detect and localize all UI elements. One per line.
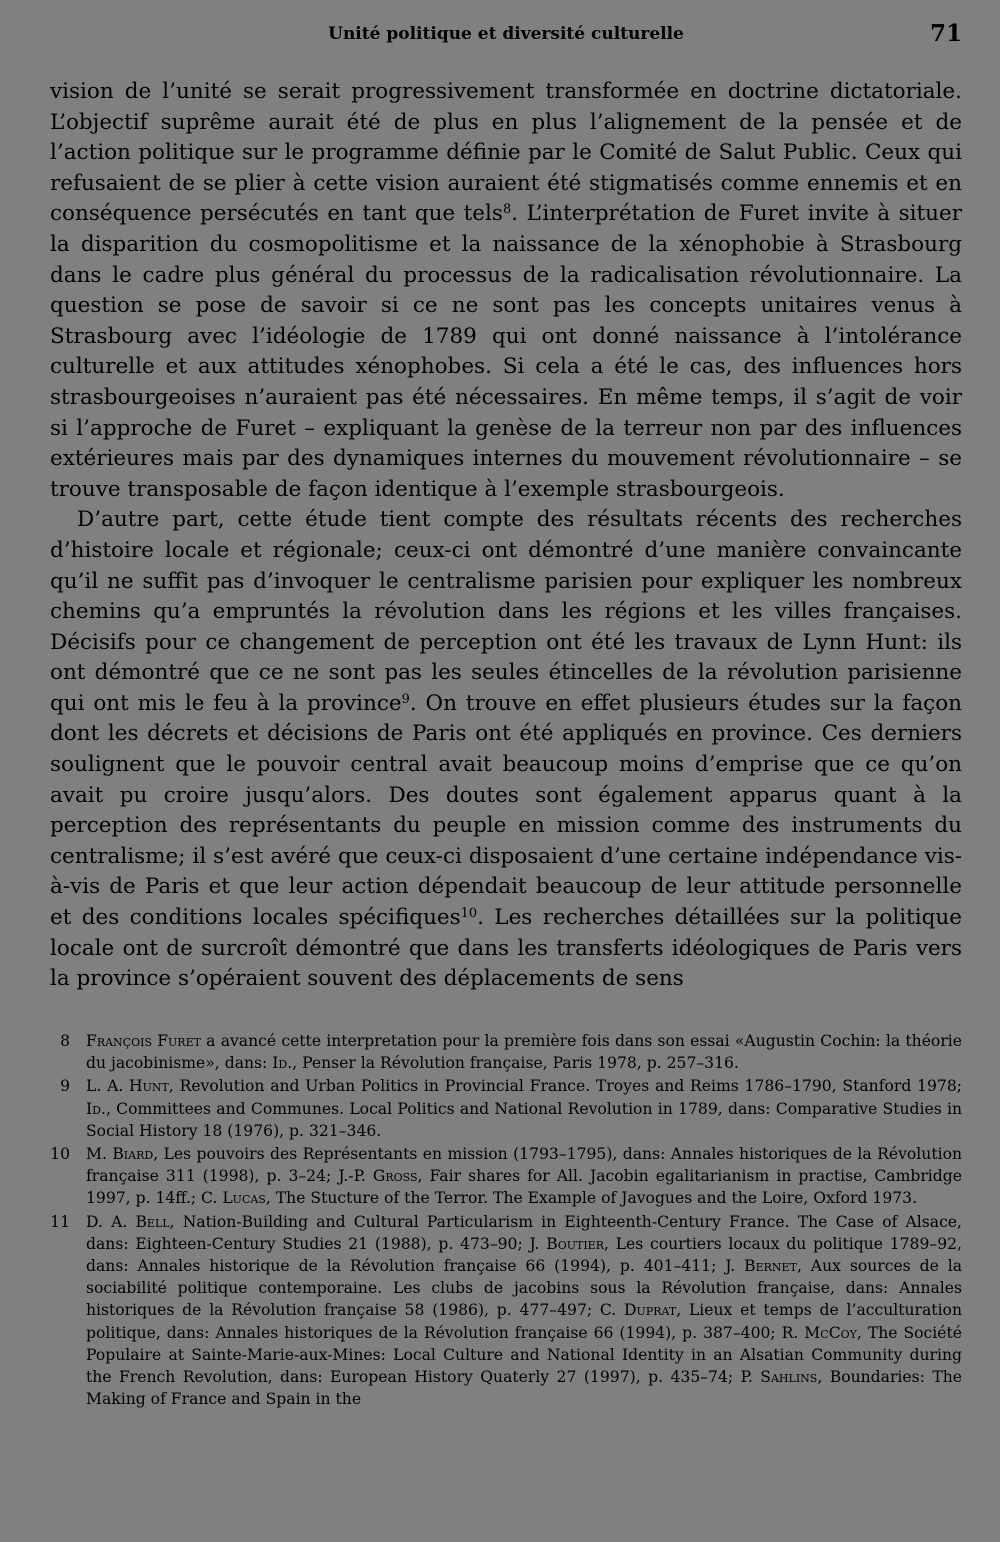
author-name: François Furet xyxy=(86,1032,201,1050)
footnote-ref-10[interactable]: 10 xyxy=(460,905,478,921)
book-page xyxy=(50,0,962,1542)
author-name: D. A. Bell xyxy=(86,1212,170,1231)
paragraph-2-text-b: . On trouve en effet plusieurs études sur la façon dont les décrets et décisions de Paris ont été appliqués en province. Ces derniers soulignent que le pouvoir central avait beaucoup moins d’emprise que ce qu’on avait pu croire jusqu’alors. Des doutes sont également apparus quant à la perception des représentants du peuple en mission comme des instruments du centralisme; il s’est avéré que ceux-ci disposaient d’une certaine indépendance vis-à-vis de Paris et que leur action dépendait beaucoup de leur attitude personnelle et des conditions locales spécifiques xyxy=(50,690,962,931)
footnote-text: a avancé cette interpretation pour la première fois dans son essai «Augustin Cochin: la théorie du jacobinisme», dans: xyxy=(86,1032,962,1073)
footnote-number: 11 xyxy=(50,1212,70,1231)
author-name: P. Sahlins xyxy=(740,1368,818,1387)
author-name: J.-P. Gross xyxy=(338,1167,418,1186)
footnote-text: , The Société Populaire at Sainte-Marie-aux-Mines: Local Culture and National Identity in an Alsatian Community during the French Revolution, dans: European History Quaterly 27 (1997), p. 435–74; xyxy=(86,1323,962,1387)
footnote-ref-8[interactable]: 8 xyxy=(502,202,512,218)
footnote-text: , Les courtiers locaux du politique 1789–92, dans: Annales historique de la Révolution française 66 (1994), p. 401–411; xyxy=(86,1234,962,1276)
footnote-number: 10 xyxy=(50,1145,70,1164)
author-name: Id. xyxy=(86,1099,106,1118)
footnote-number: 8 xyxy=(60,1032,70,1050)
author-name: L. A. Hunt xyxy=(86,1077,169,1096)
footnote-text: , Lieux et temps de l’acculturation politique, dans: Annales historiques de la Révolution française 66 (1994), p. 387–400; xyxy=(86,1301,962,1342)
footnote-text: , Boundaries: The Making of France and Spain in the xyxy=(86,1368,962,1409)
footnote-ref-9[interactable]: 9 xyxy=(401,691,410,707)
footnote-8 xyxy=(50,1030,962,1074)
author-name: J. Boutier xyxy=(529,1234,604,1253)
page-number: 71 xyxy=(929,20,962,47)
paragraph-2-text-c: . Les recherches détaillées sur la politique locale ont de surcroît démontré que dans les transferts idéologiques de Paris vers la province s’opéraient souvent des déplacements de sens xyxy=(50,905,962,992)
footnote-number: 9 xyxy=(60,1077,70,1096)
author-name: R. McCoy xyxy=(781,1323,857,1342)
paragraph-1 xyxy=(50,77,962,505)
footnote-text: , Fair shares for All. Jacobin egalitarianism in practise, Cambridge 1997, p. 14ff.; xyxy=(86,1167,962,1208)
author-name: M. Biard xyxy=(86,1145,154,1164)
footnote-text: , Revolution and Urban Politics in Provincial France. Troyes and Reims 1786–1790, Stanford 1978; xyxy=(168,1077,962,1096)
footnote-text: , Committees and Communes. Local Politics and National Revolution in 1789, dans: Comparative Studies in Social History 18 (1976), p. 321–346. xyxy=(86,1099,962,1140)
body-text xyxy=(50,77,962,995)
footnote-11 xyxy=(50,1211,962,1411)
running-title: Unité politique et diversité culturelle xyxy=(328,24,684,44)
footnote-text: , Les pouvoirs des Représentants en mission (1793–1795), dans: Annales historiques de la Révolution française 311 (1998), p. 3–24; xyxy=(86,1145,962,1186)
author-name: Id. xyxy=(272,1054,293,1073)
author-name: C. Duprat xyxy=(599,1301,677,1320)
running-head xyxy=(50,20,962,52)
footnote-text: , Penser la Révolution française, Paris 1978, p. 257–316. xyxy=(292,1054,739,1073)
paragraph-2 xyxy=(50,505,962,995)
paragraph-2-text-a: D’autre part, cette étude tient compte des résultats récents des recherches d’histoire locale et régionale; ceux-ci ont démontré d’une manière convaincante qu’il ne suffit pas d’invoquer le centralisme parisien pour expliquer les nombreux chemins qu’a empruntés la révolution dans les régions et les villes françaises. Décisifs pour ce changement de perception ont été les travaux de Lynn Hunt: ils ont démontré que ce ne sont pas les seules étincelles de la révolution parisienne qui ont mis le feu à la province xyxy=(50,507,962,716)
footnote-text: , Aux sources de la sociabilité politique contemporaine. Les clubs de jacobins sous la Révolution française, dans: Annales historiques de la Révolution française 58 (1986), p. 477–497; xyxy=(86,1257,962,1320)
author-name: J. Bernet xyxy=(725,1257,797,1276)
footnote-text: , Nation-Building and Cultural Particularism in Eighteenth-Century France. The Case of Alsace, dans: Eighteen-Century Studies 21 (1988), p. 473–90; xyxy=(86,1212,962,1253)
footnote-10 xyxy=(50,1143,962,1210)
paragraph-1-text-b: . L’interprétation de Furet invite à situer la disparition du cosmopolitisme et la naissance de la xénophobie à Strasbourg dans le cadre plus général du processus de la radicalisation révolutionnaire. La question se pose de savoir si ce ne sont pas les concepts unitaires venus à Strasbourg avec l’idéologie de 1789 qui ont donné naissance à l’intolérance culturelle et aux attitudes xénophobes. Si cela a été le cas, des influences hors strasbourgeoises n’auraient pas été nécessaires. En même temps, il s’agit de voir si l’approche de Furet – expliquant la genèse de la terreur non par des influences extérieures mais par des dynamiques internes du mouvement révolutionnaire – se trouve transposable de façon identique à l’exemple strasbourgeois. xyxy=(50,201,962,502)
author-name: C. Lucas xyxy=(201,1189,266,1208)
footnote-9 xyxy=(50,1075,962,1142)
footnote-text: , The Stucture of the Terror. The Example of Javogues and the Loire, Oxford 1973. xyxy=(265,1189,918,1208)
paragraph-1-text-a: vision de l’unité se serait progressivement transformée en doctrine dictatoriale. L’objectif suprême aurait été de plus en plus l’alignement de la pensée et de l’action politique sur le programme définie par le Comité de Salut Public. Ceux qui refusaient de se plier à cette vision auraient été stigmatisés comme ennemis et en conséquence persécutés en tant que tels xyxy=(50,79,962,227)
footnotes xyxy=(50,1030,962,1411)
